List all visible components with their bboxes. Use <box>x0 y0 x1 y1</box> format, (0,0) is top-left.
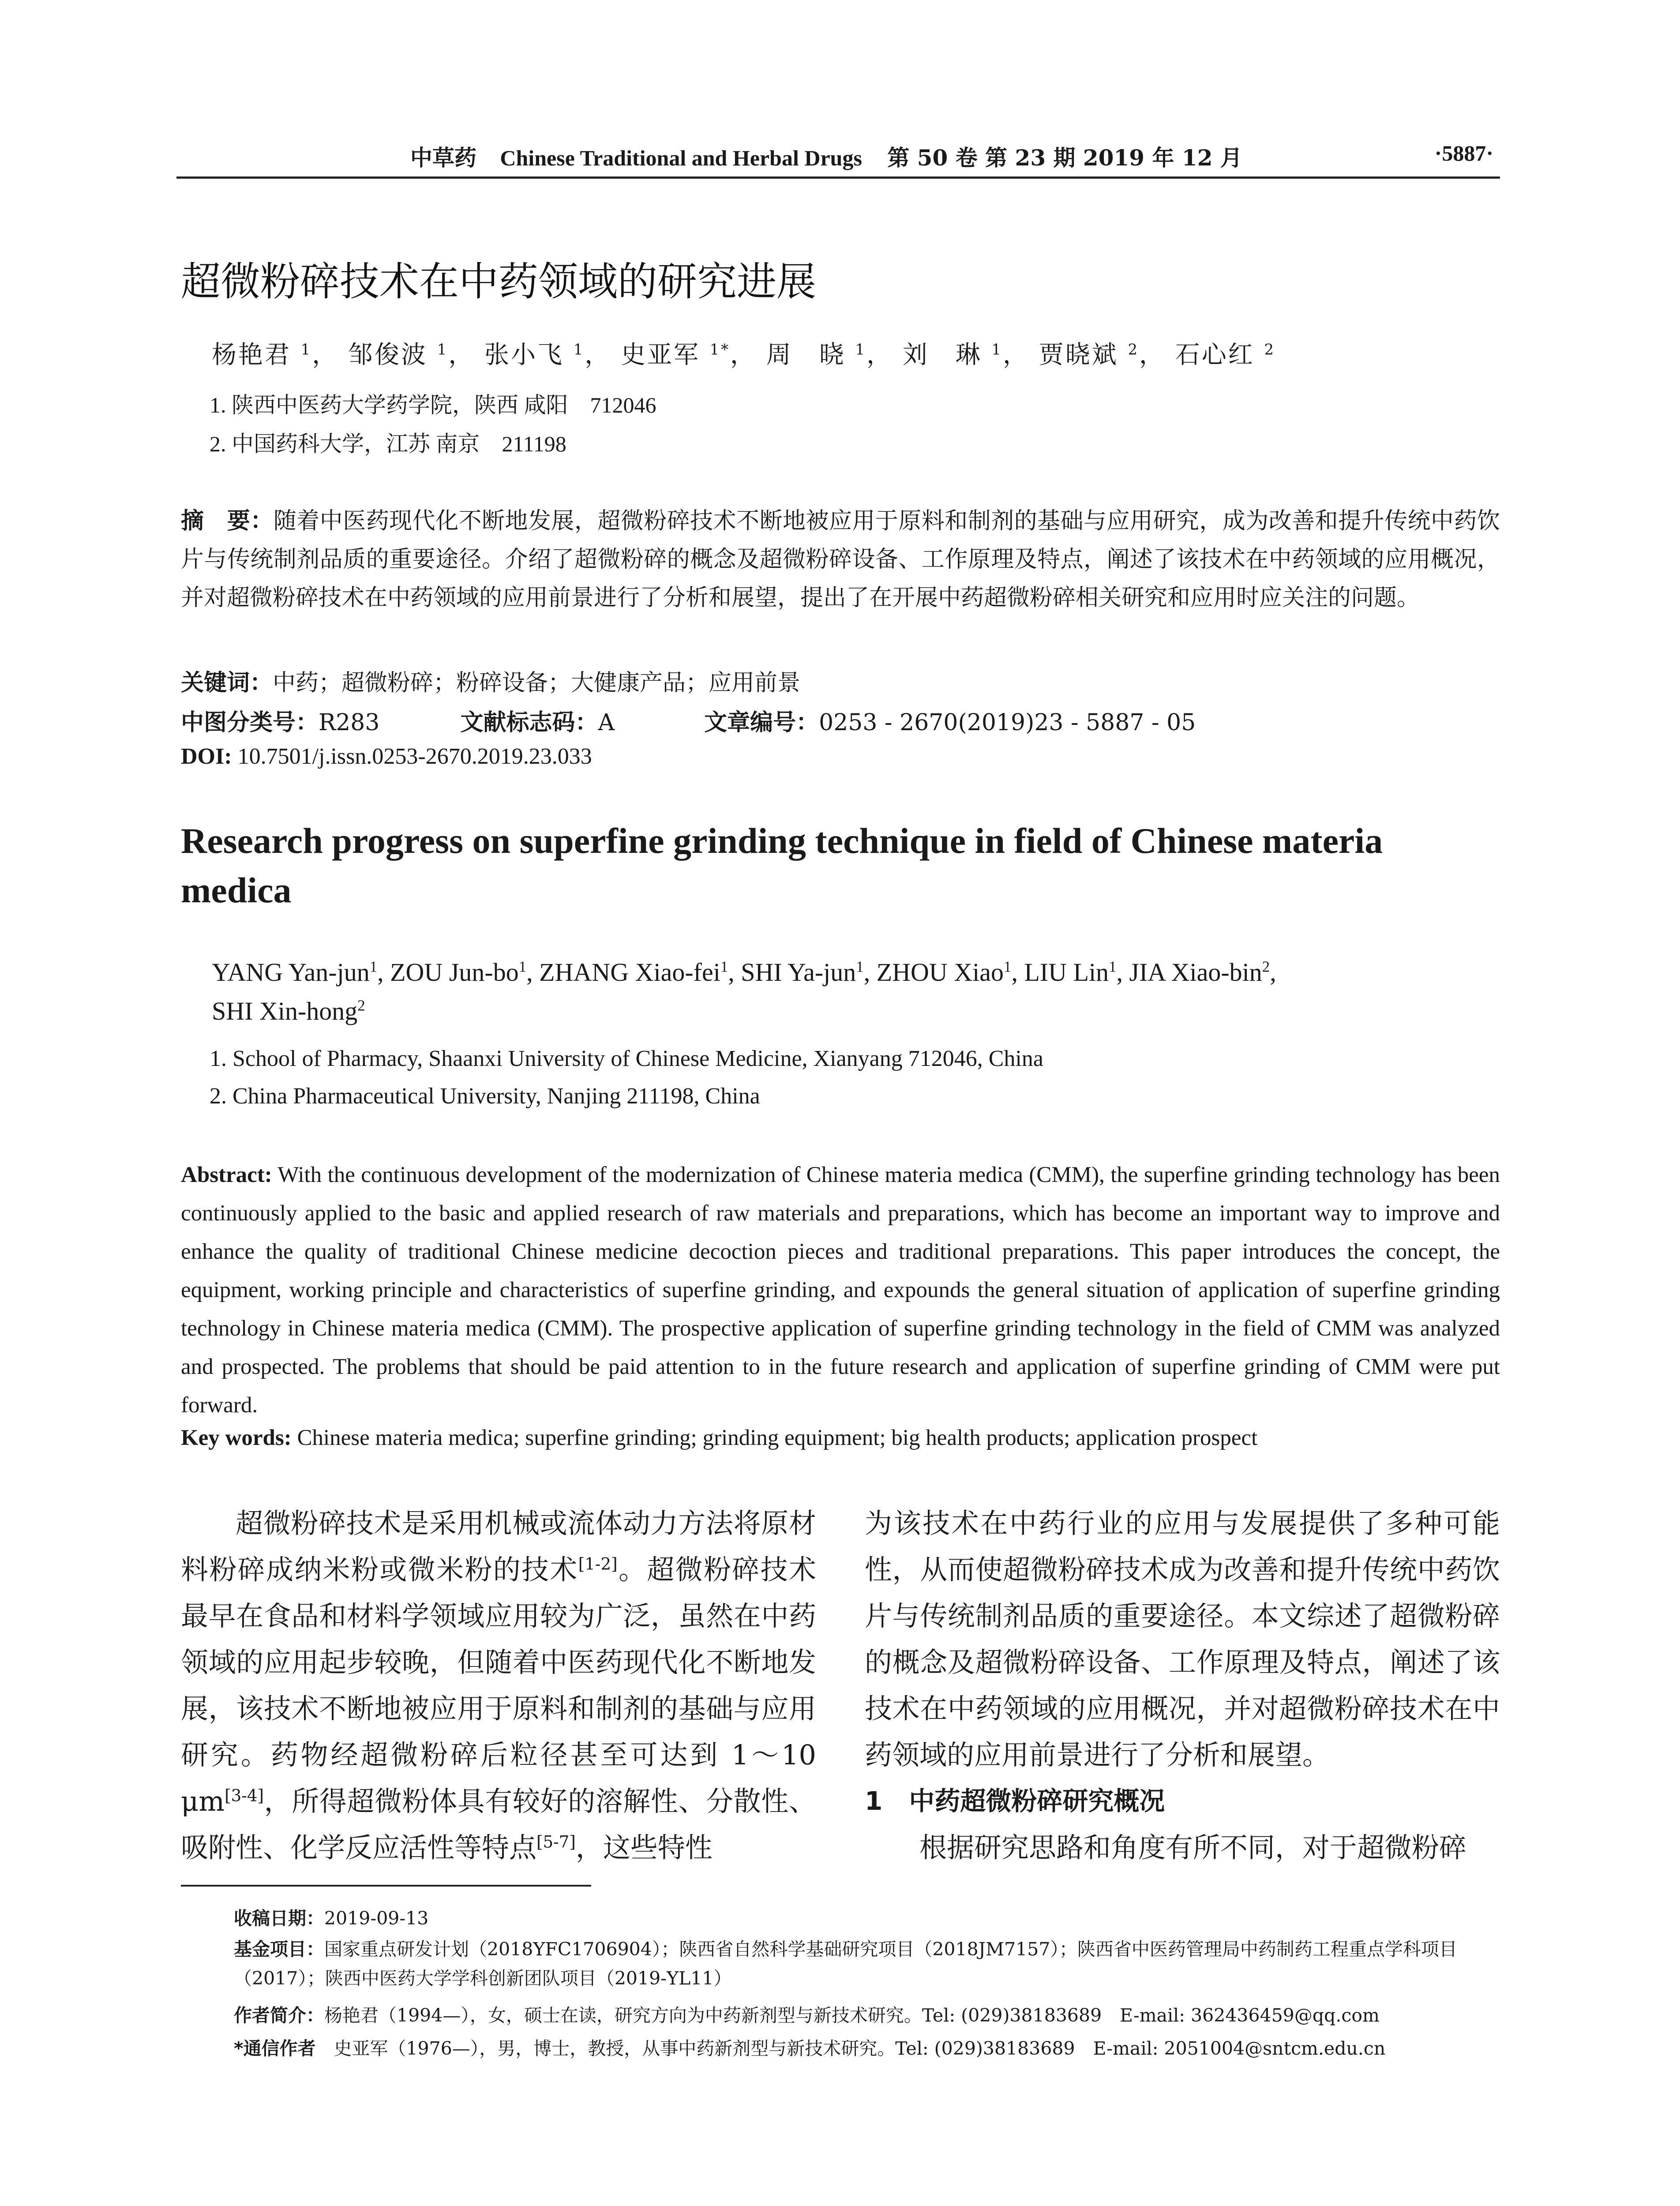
author-cn: 石心红 $^2$ <box>1175 341 1275 369</box>
classification-line <box>181 704 1196 737</box>
footnote-rule <box>181 1885 591 1887</box>
author-cn: 张小飞 $^1$ <box>484 341 585 369</box>
article-number-label: 文章编号： <box>704 709 819 736</box>
doi-value[interactable]: 10.7501/j.issn.0253-2670.2019.23.033 <box>237 744 592 769</box>
affiliation-cn-2: 2. 中国药科大学，江苏 南京 211198 <box>210 431 566 456</box>
author-en: ZOU Jun-$bo^1$ <box>390 958 527 987</box>
author-cn: 贾晓斌 $^2$ <box>1039 341 1139 369</box>
abstract-en-label: Abstract: <box>181 1163 272 1187</box>
running-header <box>181 140 1498 172</box>
keywords-en-text: Chinese materia medica; superfine grinding; grinding equipment; big health products; application prospect <box>297 1426 1258 1450</box>
footnote-author: 作者简介：杨艳君（1994—），女，硕士在读，研究方向为中药新剂型与新技术研究。Tel: (029)38183689 E-mail: 362436459@qq.com <box>234 2005 1380 2026</box>
abstract-cn <box>181 502 1500 617</box>
header-rule <box>176 176 1500 179</box>
keywords-cn-label: 关键词： <box>181 670 273 696</box>
author-en: JIA Xiao-bin$^2$ <box>1129 958 1270 987</box>
authors-cn: 杨艳君 $^1$， 邹俊波 $^1$， 张小飞 $^1$， 史亚军 $^{1*}$， 周 晓 $^1$， 刘 琳 $^1$， 贾晓斌 $^2$， 石心红 $^2$ <box>212 341 1275 369</box>
abstract-cn-text: 随着中医药现代化不断地发展，超微粉碎技术不断地被应用于原料和制剂的基础与应用研究，成为改善和提升传统中药饮片与传统制剂品质的重要途径。介绍了超微粉碎的概念及超微粉碎设备、工作原理及特点，阐述了该技术在中药领域的应用概况，并对超微粉碎技术在中药领域的应用前景进行了分析和展望，提出了在开展中药超微粉碎相关研究和应用时应关注的问题。 <box>181 508 1500 611</box>
author-en: YANG Yan-jun$^1$ <box>212 958 378 987</box>
title-cn: 超微粉碎技术在中药领域的研究进展 <box>181 259 816 305</box>
page-number: ·5887· <box>1434 141 1493 165</box>
footnote-received: 收稿日期：2019-09-13 <box>234 1908 429 1929</box>
body-column-left <box>181 1500 816 1871</box>
author-cn: 史亚军 $^{1*}$ <box>621 341 730 369</box>
affiliation-en-2: 2. China Pharmaceutical University, Nanjing 211198, China <box>210 1084 760 1109</box>
title-en: Research progress on superfine grinding technique in field of Chinese materia medica <box>181 821 1383 910</box>
body-column-right <box>865 1500 1500 1871</box>
section-number: 1 <box>865 1786 883 1816</box>
citation[interactable]: [1-2] <box>578 1554 618 1574</box>
issue-info: 第 50 卷 第 23 期 2019 年 12 月 <box>887 145 1242 171</box>
body-paragraph: 根据研究思路和角度有所不同，对于超微粉碎 <box>919 1831 1467 1864</box>
abstract-en <box>181 1156 1500 1425</box>
keywords-cn-text: 中药；超微粉碎；粉碎设备；大健康产品；应用前景 <box>273 670 801 696</box>
author-en: ZHANG Xiao-fei$^1$ <box>539 958 728 987</box>
author-cn: 周 晓 $^1$ <box>766 341 866 369</box>
body-paragraph: 超微粉碎技术是采用机械或流体动力方法将原材料粉碎成纳米粉或微米粉的技术[1-2]。超微粉碎技术最早在食品和材料学领域应用较为广泛，虽然在中药领域的应用起步较晚，但随着中医药现代化不断地发展，该技术不断地被应用于原料和制剂的基础与应用研究。药物经超微粉碎后粒径甚至可达到 1～10 μm[3-4]，所得超微粉体具有较好的溶解性、分散性、吸附性、化学反应活性等特点[5-7]，这些特性 <box>181 1507 816 1864</box>
author-en: SHI Xin-hong$^2$ <box>212 997 365 1025</box>
section-heading <box>865 1778 1500 1824</box>
doi-line <box>181 743 592 769</box>
affiliation-en-1: 1. School of Pharmacy, Shaanxi University of Chinese Medicine, Xianyang 712046, China <box>210 1046 1043 1071</box>
doi-label: DOI: <box>181 744 232 769</box>
author-en: SHI Ya-jun$^1$ <box>741 958 864 987</box>
doc-code-label: 文献标志码： <box>460 709 598 736</box>
keywords-en-label: Key words: <box>181 1426 292 1450</box>
citation[interactable]: [5-7] <box>536 1832 576 1852</box>
clc-value: R283 <box>319 709 380 736</box>
body-paragraph: 为该技术在中药行业的应用与发展提供了多种可能性，从而使超微粉碎技术成为改善和提升传统中药饮片与传统制剂品质的重要途径。本文综述了超微粉碎的概念及超微粉碎设备、工作原理及特点，阐述了该技术在中药领域的应用概况，并对超微粉碎技术在中药领域的应用前景进行了分析和展望。 <box>865 1507 1500 1771</box>
journal-name-cn: 中草药 <box>410 145 476 171</box>
authors-en: YANG Yan-jun$^1$, ZOU Jun-$bo^1$, ZHANG Xiao-fei$^1$, SHI Ya-jun$^1$, ZHOU Xiao$^1$, LIU Lin$^1$, JIA Xiao-bin$^2$, SHI Xin-hong$^2$ <box>212 958 1276 1025</box>
article-number-value: 0253 - 2670(2019)23 - 5887 - 05 <box>819 709 1196 736</box>
journal-name-en: Chinese Traditional and Herbal Drugs <box>500 146 862 170</box>
keywords-cn <box>181 664 800 697</box>
abstract-en-text: With the continuous development of the modernization of Chinese materia medica (CMM), the superfine grinding technology has been continuously applied to the basic and applied research of raw materials and preparations, which has become an important way to improve and enhance the quality of traditional Chinese medicine decoction pieces and traditional preparations. This paper introduces the concept, the equipment, working principle and characteristics of superfine grinding, and expounds the general situation of application of superfine grinding technology in Chinese materia medica (CMM). The prospective application of superfine grinding technology in the field of CMM was analyzed and prospected. The problems that should be paid attention to in the future research and application of superfine grinding of CMM were put forward. <box>181 1163 1500 1418</box>
citation[interactable]: [3-4] <box>225 1786 264 1805</box>
abstract-cn-label: 摘 要： <box>181 508 274 534</box>
author-cn: 邹俊波 $^1$ <box>348 341 449 369</box>
clc-label: 中图分类号： <box>181 709 319 736</box>
footnote-corresponding: *通信作者 史亚军（1976—），男，博士，教授，从事中药新剂型与新技术研究。Tel: (029)38183689 E-mail: 2051004@sntcm.edu.cn <box>234 2038 1386 2059</box>
footnote-funding: 基金项目：国家重点研发计划（2018YFC1706904）；陕西省自然科学基础研究项目（2018JM7157）；陕西省中医药管理局中药制药工程重点学科项目（2017）；陕西中医药大学学科创新团队项目（2019-YL11） <box>234 1939 1457 1989</box>
keywords-en <box>181 1425 1500 1451</box>
doc-code-value: A <box>598 709 615 736</box>
journal-header <box>410 140 1242 172</box>
author-en: ZHOU Xiao$^1$ <box>876 958 1012 987</box>
author-en: LIU Lin$^1$ <box>1024 958 1117 987</box>
author-cn: 杨艳君 $^1$ <box>212 341 312 369</box>
affiliation-cn-1: 1. 陕西中医药大学药学院，陕西 咸阳 712046 <box>210 393 656 417</box>
author-cn: 刘 琳 $^1$ <box>902 341 1003 369</box>
section-title: 中药超微粉碎研究概况 <box>909 1786 1165 1816</box>
